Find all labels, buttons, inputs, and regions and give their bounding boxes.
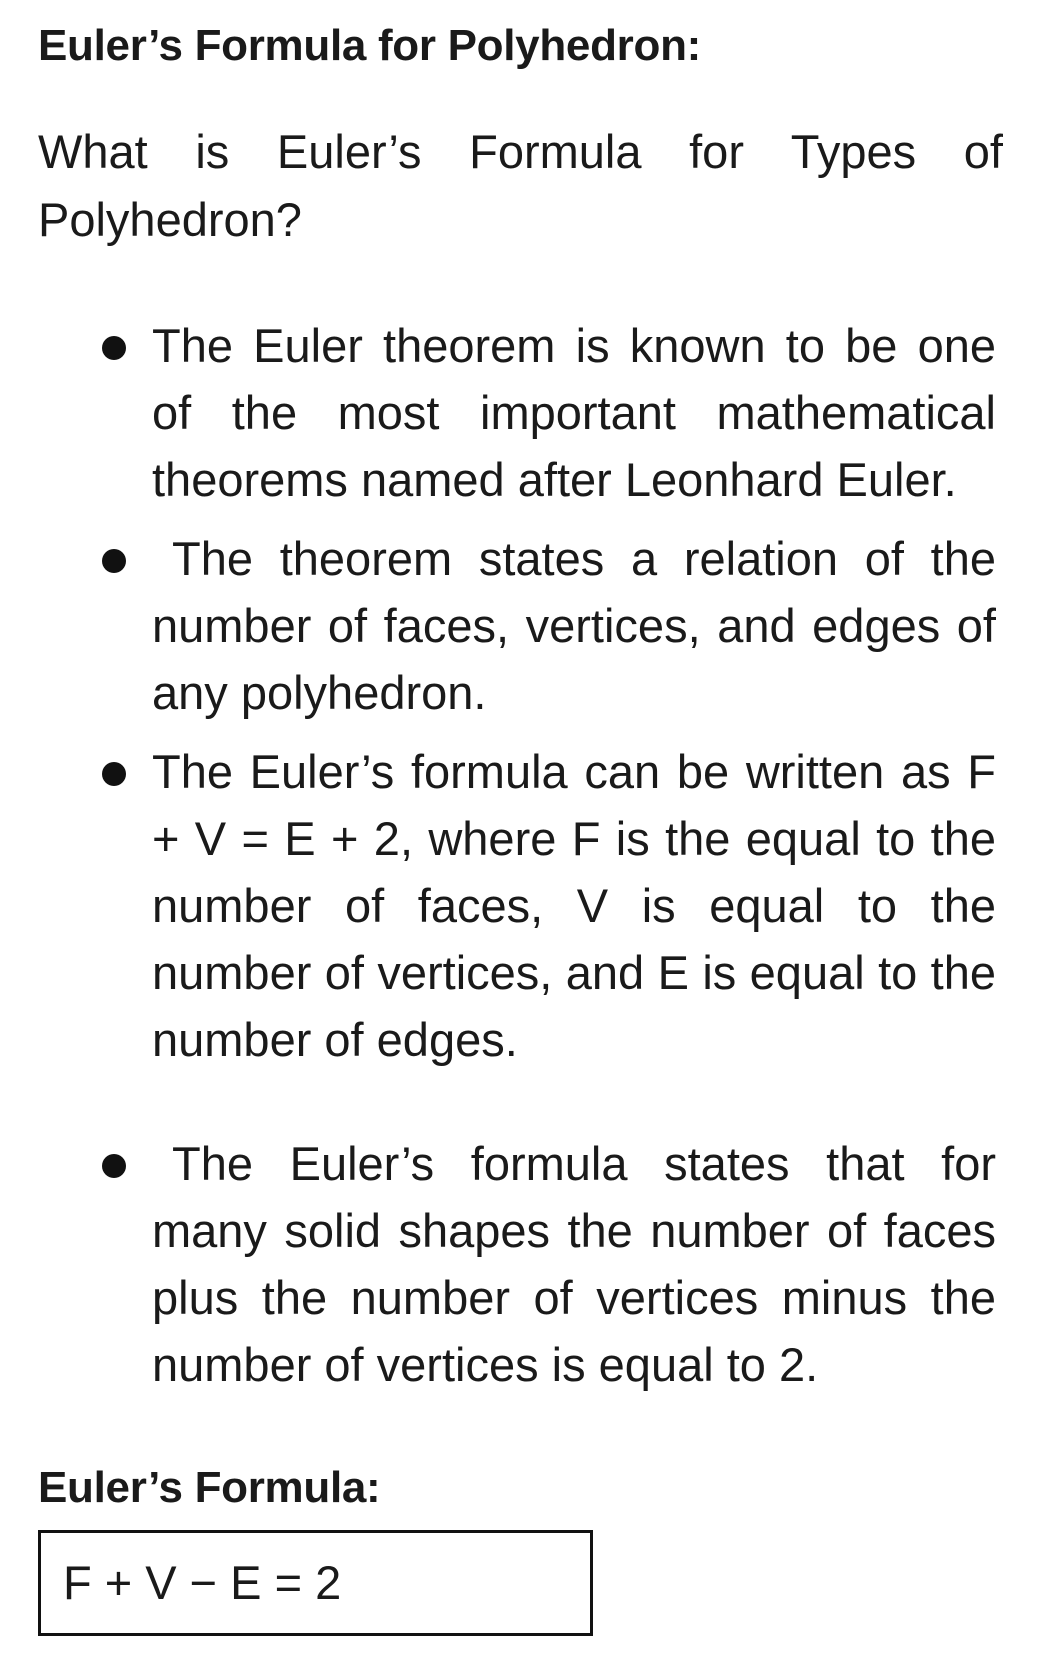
bullet-text: The Euler’s formula can be written as F + V = E + 2, where F is the equal to the number of faces, V is equal to the number of vertices, and E is equal to the number of edges. — [152, 745, 996, 1066]
bullet-text: The theorem states a relation of the number of faces, vertices, and edges of any polyhedron. — [152, 532, 996, 719]
formula-heading: Euler’s Formula: — [38, 1463, 381, 1512]
bullet-text: The Euler’s formula states that for many solid shapes the number of faces plus the number of vertices minus the number of vertices is equal to 2. — [152, 1137, 996, 1391]
bullet-text: The Euler theorem is known to be one of the most important mathematical theorems named after Leonhard Euler. — [152, 319, 996, 506]
formula-box — [38, 1530, 593, 1636]
formula-text: F + V − E = 2 — [63, 1556, 342, 1609]
bullet-icon — [102, 336, 126, 360]
bullet-icon — [102, 549, 126, 573]
bullet-icon — [102, 1154, 126, 1178]
question-text: What is Euler’s Formula for Types of Polyhedron? — [38, 125, 1003, 246]
page-title: Euler’s Formula for Polyhedron: — [38, 21, 702, 70]
bullet-icon — [102, 762, 126, 786]
